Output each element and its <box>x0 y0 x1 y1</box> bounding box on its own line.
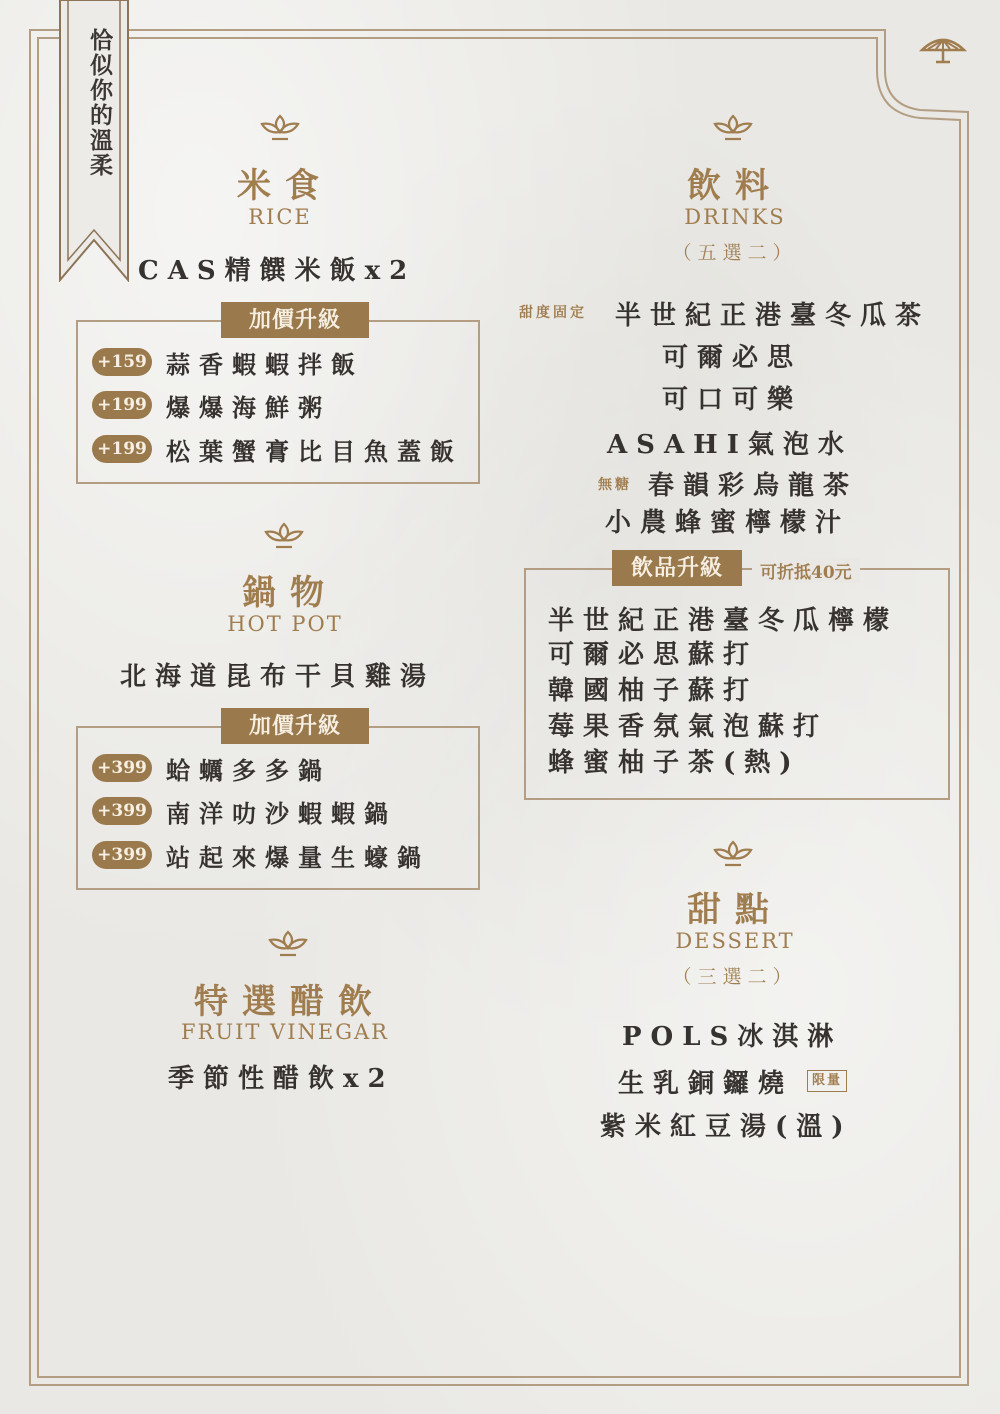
lotus-ornament-icon <box>711 838 755 870</box>
hotpot-upgrade-tag: 加價升級 <box>221 708 369 744</box>
hotpot-upgrade-price-2: +399 <box>92 797 152 825</box>
drinks-item-1: 半世紀正港臺冬瓜茶 <box>615 301 931 331</box>
drinks-upgrade-item-2: 可爾必思蘇打 <box>548 640 759 670</box>
hotpot-subtitle: HOT POT <box>227 612 343 636</box>
drinks-upgrade-item-5: 蜂蜜柚子茶(熱) <box>548 748 801 778</box>
drinks-note: （五選二） <box>672 242 798 264</box>
hotpot-upgrade-item-1: 蛤蠣多多鍋 <box>166 756 331 785</box>
drinks-item-prefix-1: 甜度固定 <box>519 305 587 321</box>
hotpot-upgrade-price-3: +399 <box>92 841 152 869</box>
lotus-ornament-icon <box>711 112 755 144</box>
drinks-item-prefix-5: 無糖 <box>598 477 632 493</box>
dessert-item-3: 紫米紅豆湯(溫) <box>600 1112 853 1142</box>
rice-subtitle: RICE <box>248 205 312 229</box>
drinks-item-3: 可口可樂 <box>662 385 803 415</box>
dessert-title: 甜點 <box>687 890 783 930</box>
dessert-item-1: POLS冰淇淋 <box>622 1022 843 1052</box>
rice-upgrade-item-2: 爆爆海鮮粥 <box>166 393 331 422</box>
vinegar-title: 特選醋飲 <box>194 982 386 1022</box>
rice-upgrade-item-3: 松葉蟹膏比目魚蓋飯 <box>166 437 463 466</box>
drinks-title: 飲料 <box>687 166 783 206</box>
dessert-note: （三選二） <box>672 966 798 988</box>
rice-upgrade-price-2: +199 <box>92 391 152 419</box>
drinks-item-4: ASAHI氣泡水 <box>607 430 853 460</box>
rice-main-item: CAS精饌米飯x2 <box>138 256 417 286</box>
rice-upgrade-price-1: +159 <box>92 348 152 376</box>
drinks-upgrade-item-3: 韓國柚子蘇打 <box>548 676 759 706</box>
dessert-item-2: 生乳銅鑼燒 <box>618 1069 794 1099</box>
drinks-upgrade-item-1: 半世紀正港臺冬瓜檸檬 <box>548 606 899 636</box>
lotus-ornament-icon <box>262 520 306 552</box>
dessert-subtitle: DESSERT <box>675 929 795 953</box>
hotpot-upgrade-item-3: 站起來爆量生蠔鍋 <box>166 843 430 872</box>
rice-upgrade-item-1: 蒜香蝦蝦拌飯 <box>166 350 364 379</box>
drinks-item-2: 可爾必思 <box>662 343 803 373</box>
rice-title: 米食 <box>237 166 333 206</box>
drinks-upgrade-note: 可折抵40元 <box>752 558 860 583</box>
hotpot-upgrade-item-2: 南洋叻沙蝦蝦鍋 <box>166 799 397 828</box>
lotus-ornament-icon <box>266 928 310 960</box>
fan-ornament-icon <box>918 36 968 70</box>
drinks-item-5: 春韻彩烏龍茶 <box>648 471 859 501</box>
rice-upgrade-price-3: +199 <box>92 435 152 463</box>
drinks-item-6: 小農蜂蜜檸檬汁 <box>605 508 851 538</box>
drinks-upgrade-item-4: 莓果香氛氣泡蘇打 <box>548 712 829 742</box>
ribbon-title: 恰似你的溫柔 <box>86 28 113 178</box>
dessert-limited-badge: 限量 <box>807 1070 847 1092</box>
hotpot-title: 鍋物 <box>242 573 338 613</box>
vinegar-subtitle: FRUIT VINEGAR <box>181 1020 389 1044</box>
drinks-upgrade-tag: 飲品升級 <box>612 550 742 586</box>
drinks-subtitle: DRINKS <box>684 205 786 229</box>
hotpot-main-item: 北海道昆布干貝雞湯 <box>120 662 436 692</box>
lotus-ornament-icon <box>258 112 302 144</box>
rice-upgrade-tag: 加價升級 <box>221 302 369 338</box>
hotpot-upgrade-price-1: +399 <box>92 754 152 782</box>
vinegar-main-item: 季節性醋飲x2 <box>168 1064 395 1094</box>
